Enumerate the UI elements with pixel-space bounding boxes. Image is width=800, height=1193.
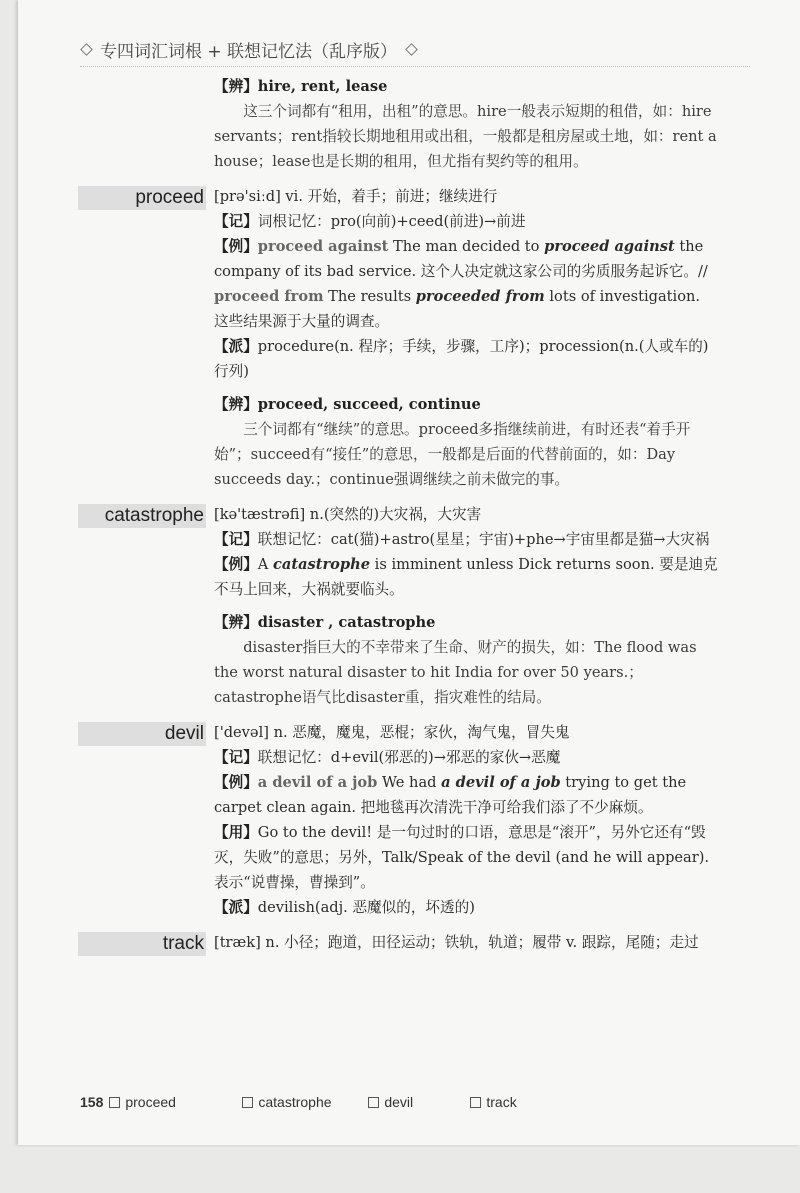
definition: [kə'tæstrəfi] n.(突然的)大灾祸，大灾害 [214,506,482,523]
checklist-item: proceed [109,1094,214,1110]
checkbox-icon [368,1097,379,1108]
bian-heading: 【辨】hire, rent, lease [214,78,388,95]
entry-proceed [18,184,800,492]
page-number: 158 [80,1094,104,1110]
header-divider [80,66,750,67]
checkbox-icon [470,1097,481,1108]
diamond-icon [405,43,417,55]
pai-line: 【派】procedure(n. 程序；手续，步骤，工序)；procession(n.(人或车的)行列) [214,338,709,380]
li-line: 【例】proceed against The man decided to proceed against the company of its bad service. 这个人决定就这家公司的劣质服务起诉它。// proceed from The results proceeded from lots of investigation. 这些结果源于大量的调查。 [214,238,708,330]
entry-track [18,930,800,955]
headword-box [78,186,206,210]
bian-block-hire [18,74,800,174]
headword-box [78,504,206,528]
diamond-icon [80,43,92,55]
bian-heading: 【辨】proceed, succeed, continue [214,396,481,413]
page-header [80,36,417,62]
bian-heading: 【辨】disaster , catastrophe [214,614,436,631]
definition: [prə'siːd] vi. 开始，着手；前进；继续进行 [214,188,498,205]
headword: catastrophe [104,505,204,526]
li-line: 【例】a devil of a job We had a devil of a job trying to get the carpet clean again. 把地毯再次清洗干净可给我们添了不少麻烦。 [214,774,687,816]
headword-box [78,722,206,746]
ji-line: 【记】联想记忆：cat(猫)+astro(星星；宇宙)+phe→宇宙里都是猫→大灾祸 [214,531,710,548]
bian-text: 三个词都有“继续”的意思。proceed多指继续前进，有时还表“着手开始”；succeed有“接任”的意思，一般都是后面的代替前面的，如：Day succeeds day.；continue强调继续之前未做完的事。 [214,421,691,488]
checkbox-icon [109,1097,120,1108]
checkbox-icon [242,1097,253,1108]
header-title: 专四词汇词根 + 联想记忆法（乱序版） [100,41,398,62]
bian-text: disaster指巨大的不幸带来了生命、财产的损失，如：The flood was the worst natural disaster to hit India for over 50 years.；catastrophe语气比disaster重，指灾难性的结局。 [214,639,697,706]
page-content [18,74,800,965]
checklist-item: catastrophe [242,1094,360,1110]
headword: track [162,933,204,954]
headword: devil [164,723,204,744]
page-footer [80,1094,517,1110]
yong-line: 【用】Go to the devil! 是一句过时的口语，意思是“滚开”，另外它还有“毁灭，失败”的意思；另外，Talk/Speak of the devil (and he will appear). 表示“说曹操，曹操到”。 [214,824,710,891]
entry-catastrophe [18,502,800,710]
page [18,0,800,1145]
checklist-item: track [470,1094,516,1110]
bian-text: 这三个词都有“租用，出租”的意思。hire一般表示短期的租借，如：hire servants；rent指较长期地租用或出租，一般都是租房屋或土地，如：rent a house；lease也是长期的租用，但尤指有契约等的租用。 [214,103,717,170]
ji-line: 【记】联想记忆：d+evil(邪恶的)→邪恶的家伙→恶魔 [214,749,561,766]
pai-line: 【派】devilish(adj. 恶魔似的，坏透的) [214,899,475,916]
headword-box [78,932,206,956]
checklist-item: devil [368,1094,468,1110]
headword: proceed [135,187,204,208]
entry-devil [18,720,800,920]
ji-line: 【记】词根记忆：pro(向前)+ceed(前进)→前进 [214,213,526,230]
li-line: 【例】A catastrophe is imminent unless Dick returns soon. 要是迪克不马上回来，大祸就要临头。 [214,556,718,598]
definition: ['devəl] n. 恶魔，魔鬼，恶棍；家伙，淘气鬼，冒失鬼 [214,724,570,741]
definition: [træk] n. 小径；跑道，田径运动；铁轨，轨道；履带 v. 跟踪，尾随；走过 [214,934,699,951]
